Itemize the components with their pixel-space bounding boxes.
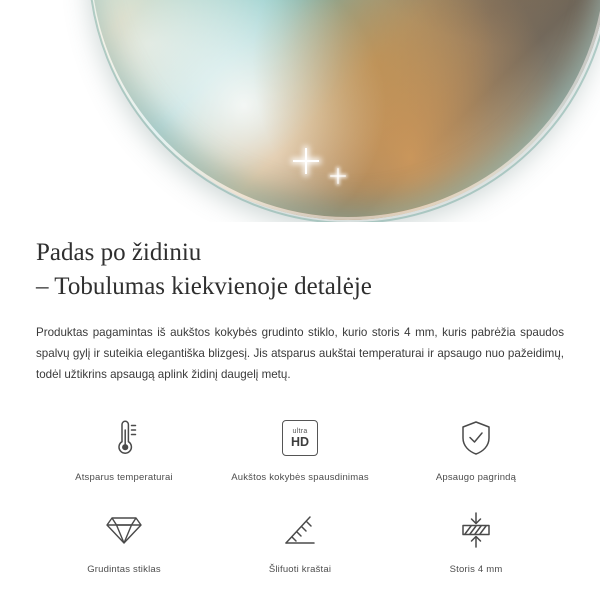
feature-label: Grudintas stiklas: [87, 564, 161, 575]
ultra-hd-badge-bottom: HD: [290, 434, 310, 449]
feature-item-temperature: [36, 407, 212, 493]
content-area: [0, 222, 600, 585]
hero-image-section: [0, 0, 600, 222]
shield-check-icon: [459, 415, 493, 461]
feature-label: Atsparus temperaturai: [75, 472, 173, 483]
diamond-icon: [104, 507, 144, 553]
headline-line-1: Padas po židiniu: [36, 239, 202, 266]
feature-label: Storis 4 mm: [449, 564, 503, 575]
polished-edges-icon: [280, 507, 320, 553]
feature-grid: [36, 407, 564, 585]
feature-label: Aukštos kokybės spausdinimas: [231, 472, 369, 483]
thermometer-icon: [109, 415, 139, 461]
feature-item-surface-protection: [388, 407, 564, 493]
ultra-hd-icon: [282, 415, 318, 461]
feature-item-thickness: [388, 499, 564, 585]
description-paragraph: Produktas pagamintas iš aukštos kokybės grudinto stiklo, kurio storis 4 mm, kuris pabrėžia spaudos spalvų gylį ir suteikia elegantiška blizgesį. Jis atsparus aukštai temperaturai ir apsaugo nuo pažeidimų, todėl užtikrins apsaugą aplink židinį daugelį metų.: [36, 326, 564, 381]
feature-item-polished-edges: [212, 499, 388, 585]
feature-label: Šlifuoti kraštai: [268, 564, 332, 575]
page-title: [36, 236, 564, 304]
feature-item-tempered-glass: [36, 499, 212, 585]
feature-label: Apsaugo pagrindą: [435, 472, 517, 483]
marble-glass-round-plate: [88, 0, 600, 220]
ultra-hd-badge-top: ultra: [292, 427, 308, 435]
feature-item-print-quality: [212, 407, 388, 493]
thickness-arrows-icon: [456, 507, 496, 553]
headline-line-2: – Tobulumas kiekvienoje detalėje: [36, 273, 372, 300]
